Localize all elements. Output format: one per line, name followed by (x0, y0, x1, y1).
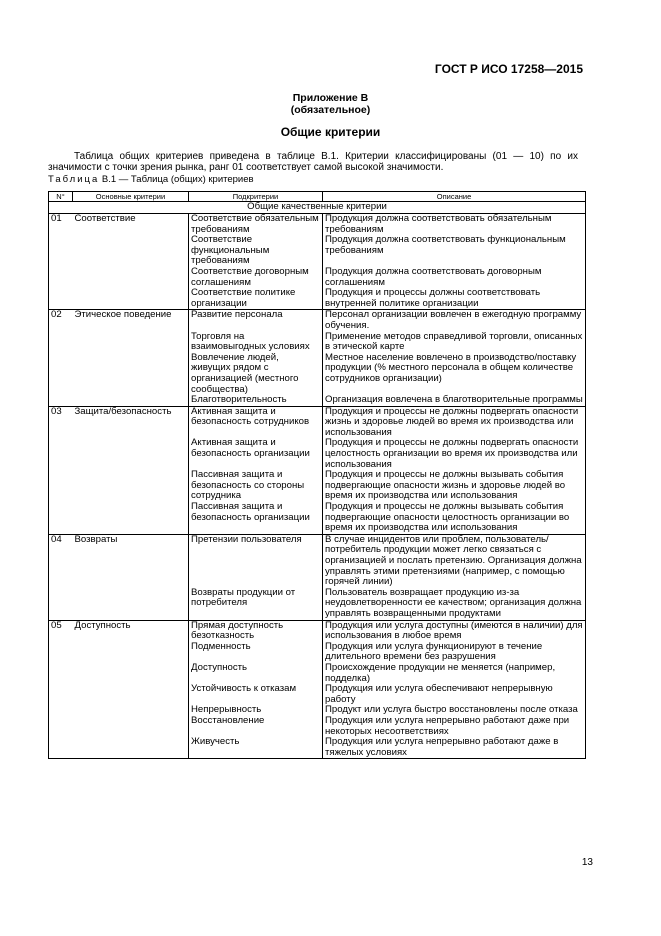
description: Персонал организации вовлечен в ежегодную программу обучения. (323, 310, 586, 332)
criterion-number (49, 235, 73, 267)
table-row (49, 214, 586, 236)
table-row (49, 406, 586, 438)
subcriterion: Активная защита и безопасность организации (189, 438, 323, 470)
table-row (49, 470, 586, 502)
table-row (49, 353, 586, 395)
subcriterion: Соответствие обязательным требованиям (189, 214, 323, 236)
criterion-number (49, 737, 73, 759)
group-label: Общие качественные критерии (49, 202, 586, 214)
criterion-number: 03 (49, 406, 73, 438)
table-row (49, 438, 586, 470)
description: Продукция или услуга непрерывно работают даже при некоторых несоответствиях (323, 716, 586, 737)
criterion-number (49, 705, 73, 716)
table-row (49, 332, 586, 353)
criterion-name (73, 737, 189, 759)
criterion-name (73, 353, 189, 395)
description: Продукция или услуга непрерывно работают даже в тяжелых условиях (323, 737, 586, 759)
criterion-number (49, 663, 73, 684)
description: Применение методов справедливой торговли, описанных в этической карте (323, 332, 586, 353)
criterion-name (73, 716, 189, 737)
subcriterion: Устойчивость к отказам (189, 684, 323, 705)
criterion-name (73, 642, 189, 663)
table-row (49, 642, 586, 663)
subcriterion: Торговля на взаимовыгодных условиях (189, 332, 323, 353)
group-row (49, 202, 586, 214)
section-title: Общие критерии (280, 125, 381, 139)
table-row (49, 395, 586, 406)
description: Продукция или услуга обеспечивают непрерывную работу (323, 684, 586, 705)
standard-number: ГОСТ Р ИСО 17258—2015 (434, 62, 583, 76)
subcriterion: Вовлечение людей, живущих рядом с организацией (местного сообщества) (189, 353, 323, 395)
table-row (49, 502, 586, 534)
intro-paragraph: Таблица общих критериев приведена в таблице В.1. Критерии классифицированы (01 — 10) по их значимости с точки зрения рынка, ранг 01 соответствует самой высокой значимости. (48, 151, 578, 173)
criterion-name: Защита/безопасность (73, 406, 189, 438)
table-row (49, 716, 586, 737)
table-row (49, 684, 586, 705)
subcriterion: Благотворительность (189, 395, 323, 406)
description: Пользователь возвращает продукцию из-за неудовлетворенности ее качеством; организация должна управлять возвращенными продуктами (323, 588, 586, 620)
appendix-heading (0, 92, 661, 116)
criterion-number: 04 (49, 534, 73, 587)
criterion-number (49, 288, 73, 310)
table-row (49, 663, 586, 684)
table-row (49, 588, 586, 620)
subcriterion: Подменность (189, 642, 323, 663)
table-row (49, 235, 586, 267)
criterion-number (49, 470, 73, 502)
description: Продукция и процессы не должны подвергать опасности целостность организации во время их производства или использования (323, 438, 586, 470)
description: Продукция и процессы должны соответствовать внутренней политике организации (323, 288, 586, 310)
criterion-name: Соответствие (73, 214, 189, 236)
criterion-name (73, 470, 189, 502)
table-caption-prefix: Таблица (48, 174, 100, 185)
criterion-name (73, 288, 189, 310)
criterion-number (49, 716, 73, 737)
table-caption (48, 174, 254, 185)
table-row (49, 737, 586, 759)
criterion-name (73, 332, 189, 353)
subcriterion: Развитие персонала (189, 310, 323, 332)
description: Продукция или услуга доступны (имеются в наличии) для использования в любое время (323, 620, 586, 642)
criterion-number: 05 (49, 620, 73, 642)
description: Продукция должна соответствовать договорным соглашениям (323, 267, 586, 288)
criterion-name (73, 663, 189, 684)
subcriterion: Возвраты продукции от потребителя (189, 588, 323, 620)
criterion-name (73, 705, 189, 716)
subcriterion: Живучесть (189, 737, 323, 759)
description: Продукция или услуга функционируют в течение длительного времени без разрушения (323, 642, 586, 663)
description: Продукция и процессы не должны вызывать события подвергающие опасности целостность организации во время их производства или использования (323, 502, 586, 534)
description: Продукция должна соответствовать функциональным требованиям (323, 235, 586, 267)
col-header-criteria: Основные критерии (73, 192, 189, 202)
page-number: 13 (581, 857, 593, 868)
criterion-number (49, 353, 73, 395)
subcriterion: Непрерывность (189, 705, 323, 716)
criterion-number (49, 642, 73, 663)
table-row (49, 267, 586, 288)
criterion-number (49, 684, 73, 705)
description: Продукция должна соответствовать обязательным требованиям (323, 214, 586, 236)
description: Продукт или услуга быстро восстановлены после отказа (323, 705, 586, 716)
subcriterion: Доступность (189, 663, 323, 684)
criterion-name (73, 438, 189, 470)
description: Происхождение продукции не меняется (например, подделка) (323, 663, 586, 684)
criterion-name (73, 502, 189, 534)
criterion-number (49, 267, 73, 288)
subcriterion: Соответствие функциональным требованиям (189, 235, 323, 267)
criterion-number (49, 395, 73, 406)
criterion-number (49, 438, 73, 470)
subcriterion: Пассивная защита и безопасность со стороны сотрудника (189, 470, 323, 502)
description: Продукция и процессы не должны вызывать события подвергающие опасности жизнь и здоровье людей во время их производства или использования (323, 470, 586, 502)
col-header-description: Описание (323, 192, 586, 202)
subcriterion: Прямая доступность безотказность (189, 620, 323, 642)
criterion-name (73, 235, 189, 267)
description: Организация вовлечена в благотворительные программы (323, 395, 586, 406)
criterion-name: Этическое поведение (73, 310, 189, 332)
appendix-note: (обязательное) (290, 104, 371, 116)
subcriterion: Претензии пользователя (189, 534, 323, 587)
appendix-title: Приложение В (292, 92, 369, 104)
criteria-table (48, 191, 586, 759)
criterion-name (73, 395, 189, 406)
table-header-row (49, 192, 586, 202)
description: Продукция и процессы не должны подвергать опасности жизнь и здоровье людей во время их производства или использования (323, 406, 586, 438)
criterion-name (73, 267, 189, 288)
criterion-number (49, 332, 73, 353)
subcriterion: Восстановление (189, 716, 323, 737)
subcriterion: Пассивная защита и безопасность организации (189, 502, 323, 534)
criterion-number (49, 502, 73, 534)
col-header-subcriteria: Подкритерии (189, 192, 323, 202)
col-header-num: N° (49, 192, 73, 202)
criterion-name (73, 588, 189, 620)
subcriterion: Соответствие политике организации (189, 288, 323, 310)
table-row (49, 534, 586, 587)
table-row (49, 288, 586, 310)
table-caption-text: В.1 — Таблица (общих) критериев (99, 174, 254, 185)
criterion-number (49, 588, 73, 620)
description: Местное население вовлечено в производство/поставку продукции (% местного персонала в общем количестве сотрудников организации) (323, 353, 586, 395)
table-row (49, 620, 586, 642)
criterion-name (73, 684, 189, 705)
description: В случае инцидентов или проблем, пользователь/потребитель продукции может легко связаться с организацией и послать претензию. Организация должна управлять этими претензиями (например, с помощью горячей линии) (323, 534, 586, 587)
criterion-name: Возвраты (73, 534, 189, 587)
criterion-name: Доступность (73, 620, 189, 642)
criterion-number: 02 (49, 310, 73, 332)
subcriterion: Соответствие договорным соглашениям (189, 267, 323, 288)
subcriterion: Активная защита и безопасность сотрудников (189, 406, 323, 438)
table-row (49, 310, 586, 332)
criterion-number: 01 (49, 214, 73, 236)
